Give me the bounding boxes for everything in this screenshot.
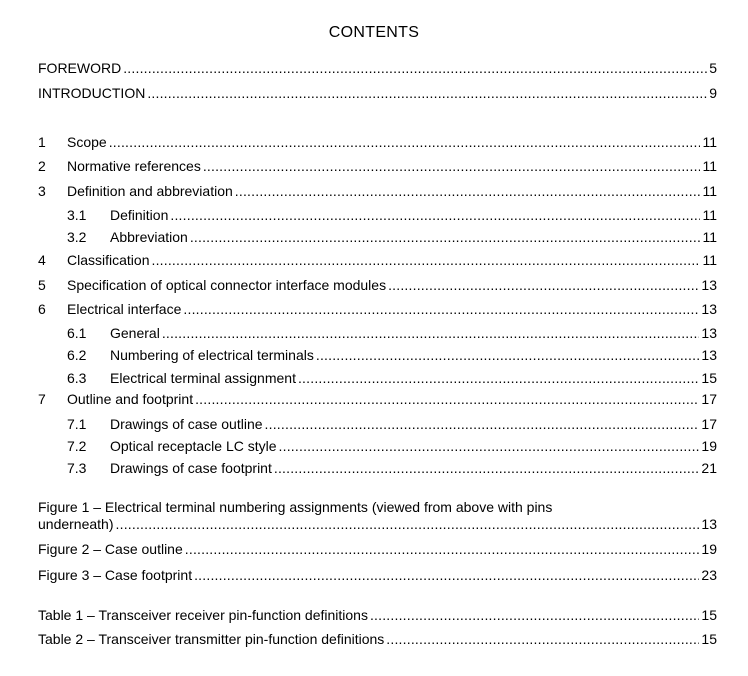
toc-section-number: 1: [38, 134, 46, 150]
toc-entry-normative-references[interactable]: [38, 157, 717, 175]
toc-entry-label: General: [110, 325, 160, 341]
toc-section-number: 7.1: [67, 416, 87, 432]
toc-section-number: 7.3: [67, 460, 87, 476]
toc-leader-dots: [370, 606, 699, 624]
toc-leader-dots: [279, 437, 700, 455]
toc-section-number: 3.2: [67, 229, 87, 245]
toc-entry-label: Scope: [67, 134, 107, 150]
toc-page-number: 19: [701, 438, 717, 454]
toc-page-number: 23: [701, 567, 717, 583]
toc-leader-dots: [162, 324, 700, 342]
toc-section-number: 6.3: [67, 370, 87, 386]
toc-entry-table-2[interactable]: [38, 630, 717, 648]
toc-entry-foreword[interactable]: [38, 59, 717, 77]
toc-section-number: 4: [38, 252, 46, 268]
toc-section-number: 3.1: [67, 207, 87, 223]
toc-leader-dots: [235, 182, 701, 200]
toc-leader-dots: [195, 390, 699, 408]
toc-leader-dots: [203, 157, 701, 175]
toc-entry-drawings-case-outline[interactable]: [67, 415, 717, 433]
toc-entry-outline-and-footprint[interactable]: [38, 390, 717, 408]
toc-page-number: 13: [701, 325, 717, 341]
toc-entry-label: Classification: [67, 252, 150, 268]
toc-entry-drawings-case-footprint[interactable]: [67, 459, 717, 477]
toc-entry-label: Abbreviation: [110, 229, 188, 245]
toc-leader-dots: [190, 228, 701, 246]
toc-entry-label: Table 2 – Transceiver transmitter pin-function definitions: [38, 631, 385, 647]
toc-entry-figure-1-line1[interactable]: Figure 1 – Electrical terminal numbering assignments (viewed from above with pins: [38, 499, 553, 515]
toc-page-number: 9: [709, 85, 717, 101]
toc-entry-figure-3[interactable]: [38, 566, 717, 584]
toc-entry-label: Definition and abbreviation: [67, 183, 233, 199]
toc-section-number: 3: [38, 183, 46, 199]
toc-entry-label: Electrical terminal assignment: [110, 370, 296, 386]
toc-page-number: 11: [702, 158, 717, 174]
toc-page-number: 17: [701, 416, 717, 432]
toc-leader-dots: [151, 251, 700, 269]
toc-leader-dots: [147, 84, 707, 102]
toc-entry-table-1[interactable]: [38, 606, 717, 624]
toc-section-number: 7: [38, 391, 46, 407]
toc-leader-dots: [265, 415, 700, 433]
toc-entry-label: Figure 3 – Case footprint: [38, 567, 193, 583]
toc-entry-classification[interactable]: [38, 251, 717, 269]
toc-page-number: 21: [701, 460, 717, 476]
toc-entry-definition[interactable]: [67, 206, 717, 224]
toc-entry-scope[interactable]: [38, 133, 717, 151]
toc-leader-dots: [298, 369, 699, 387]
toc-section-number: 6.2: [67, 347, 87, 363]
toc-leader-dots: [274, 459, 700, 477]
toc-entry-label: FOREWORD: [38, 60, 122, 76]
toc-leader-dots: [183, 300, 699, 318]
toc-entry-general[interactable]: [67, 324, 717, 342]
toc-entry-label: Figure 2 – Case outline: [38, 541, 183, 557]
toc-entry-label: Drawings of case outline: [110, 416, 263, 432]
toc-entry-label: Outline and footprint: [67, 391, 194, 407]
toc-entry-label: INTRODUCTION: [38, 85, 146, 101]
toc-leader-dots: [316, 346, 700, 364]
toc-entry-label: Numbering of electrical terminals: [110, 347, 314, 363]
toc-page-number: 15: [701, 370, 717, 386]
toc-leader-dots: [388, 276, 699, 294]
toc-entry-numbering-electrical-terminals[interactable]: [67, 346, 717, 364]
toc-page-number: 11: [702, 229, 717, 245]
toc-entry-label: Normative references: [67, 158, 201, 174]
toc-leader-dots: [123, 59, 707, 77]
toc-entry-label: Table 1 – Transceiver receiver pin-function definitions: [38, 607, 368, 623]
toc-entry-introduction[interactable]: [38, 84, 717, 102]
toc-page-number: 17: [701, 391, 717, 407]
toc-leader-dots: [170, 206, 700, 224]
toc-entry-definition-and-abbreviation[interactable]: [38, 182, 717, 200]
toc-page-number: 13: [701, 516, 717, 532]
toc-entry-label: Drawings of case footprint: [110, 460, 272, 476]
toc-entry-label: Definition: [110, 207, 169, 223]
toc-page-number: 13: [701, 301, 717, 317]
toc-page-number: 5: [709, 60, 717, 76]
toc-page-number: 11: [702, 134, 717, 150]
page-title: CONTENTS: [328, 24, 420, 41]
toc-entry-label: Specification of optical connector interface modules: [67, 277, 387, 293]
toc-page-number: 11: [702, 183, 717, 199]
toc-page-number: 11: [702, 252, 717, 268]
toc-entry-figure-1[interactable]: [38, 515, 717, 533]
toc-section-number: 6.1: [67, 325, 87, 341]
toc-page-number: 15: [701, 631, 717, 647]
toc-section-number: 7.2: [67, 438, 87, 454]
toc-entry-electrical-terminal-assignment[interactable]: [67, 369, 717, 387]
toc-leader-dots: [185, 540, 700, 558]
toc-leader-dots: [386, 630, 699, 648]
toc-leader-dots: [109, 133, 701, 151]
toc-section-number: 6: [38, 301, 46, 317]
toc-entry-label: underneath): [38, 516, 114, 532]
toc-page-number: 11: [702, 207, 717, 223]
toc-page-number: 19: [701, 541, 717, 557]
toc-section-number: 5: [38, 277, 46, 293]
toc-page-number: 13: [701, 277, 717, 293]
toc-page-number: 15: [701, 607, 717, 623]
toc-entry-abbreviation[interactable]: [67, 228, 717, 246]
toc-entry-specification-optical-connector[interactable]: [38, 276, 717, 294]
toc-section-number: 2: [38, 158, 46, 174]
toc-leader-dots: [194, 566, 699, 584]
toc-entry-label: Electrical interface: [67, 301, 182, 317]
toc-entry-electrical-interface[interactable]: [38, 300, 717, 318]
toc-page-number: 13: [701, 347, 717, 363]
toc-entry-figure-2[interactable]: [38, 540, 717, 558]
toc-entry-label: Optical receptacle LC style: [110, 438, 277, 454]
toc-leader-dots: [116, 515, 700, 533]
toc-entry-optical-receptacle-lc[interactable]: [67, 437, 717, 455]
